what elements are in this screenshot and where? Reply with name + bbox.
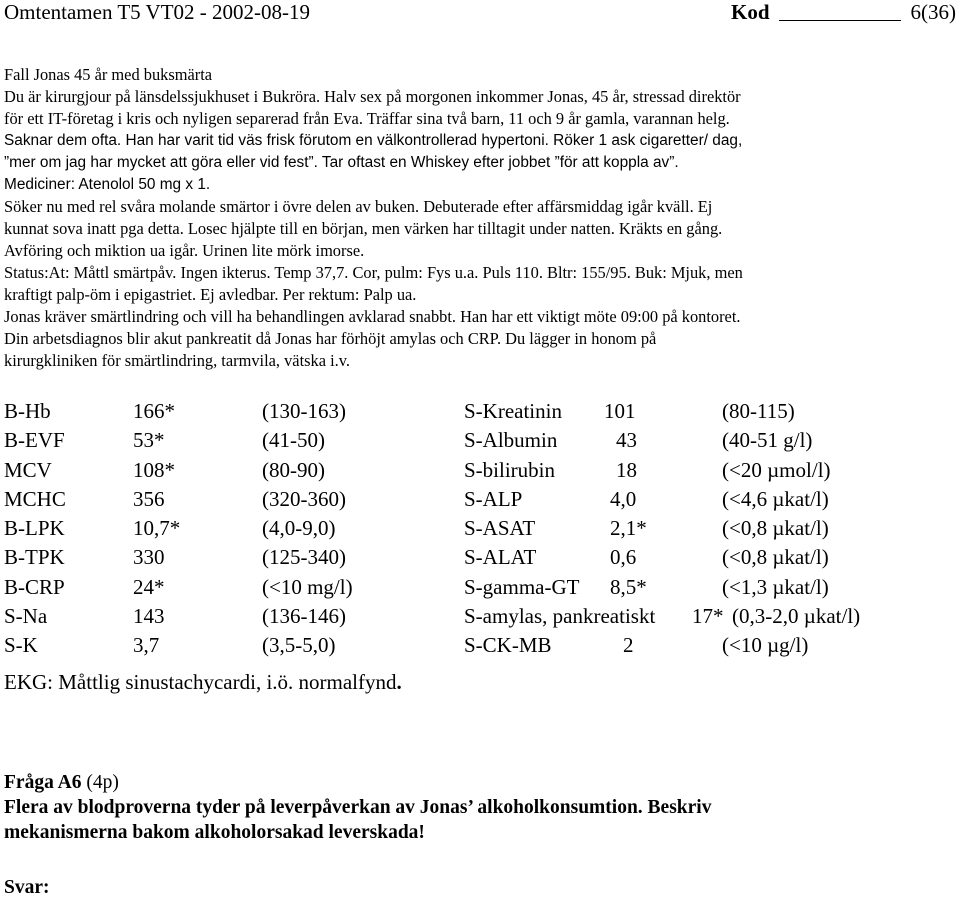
case-line: ”mer om jag har mycket att göra eller vid fest”. Tar oftast en Whiskey efter jobbet ”för att koppla av”. [4,154,679,171]
case-line: Din arbetsdiagnos blir akut pankreatit då Jonas har förhöjt amylas och CRP. Du lägger in honom på [4,329,657,348]
question-label: Fråga A6 [4,772,82,793]
lab-name: S-Albumin [464,428,558,453]
lab-value: 330 [133,545,165,570]
case-line: Du är kirurgjour på länsdelssjukhuset i Bukröra. Halv sex på morgonen inkommer Jonas, 45 år, stressad direktör [4,87,741,106]
lab-reference: (41-50) [262,428,325,453]
lab-row [464,545,944,574]
question-points: (4p) [86,772,119,793]
lab-reference: (<10 µg/l) [722,633,809,658]
lab-name: S-Na [4,604,48,629]
kod-underline [779,20,901,21]
lab-name: B-Hb [4,399,51,423]
lab-reference: (<4,6 µkat/l) [722,486,829,511]
lab-value: 24* [133,574,165,599]
lab-name: S-bilirubin [464,457,556,482]
lab-value: 2,1* [610,516,647,541]
kod-label: Kod [731,0,770,24]
lab-reference: (136-146) [262,604,346,629]
lab-name: S-ALP [464,486,523,511]
lab-row [464,428,944,457]
lab-name: B-LPK [4,516,65,541]
lab-reference: (<10 mg/l) [262,574,353,599]
lab-reference: (80-115) [722,399,795,423]
ekg-finding [4,670,402,695]
lab-value: 2 [623,633,634,658]
lab-name: S-gamma-GT [464,574,580,599]
lab-value: 8,5* [610,574,647,599]
lab-name: S-ASAT [464,516,536,541]
lab-row [4,487,444,516]
lab-row [4,633,444,662]
case-line: Status:At: Måttl smärtpåv. Ingen ikterus. Temp 37,7. Cor, pulm: Fys u.a. Puls 110. Bltr: 155/95. Buk: Mjuk, men [4,263,743,282]
lab-name: S-Kreatinin [464,399,562,423]
lab-reference: (0,3-2,0 µkat/l) [732,604,861,629]
lab-row [4,428,444,457]
lab-row [4,545,444,574]
lab-row [464,575,944,604]
lab-row [4,604,444,633]
page-number: 6(36) [910,0,956,24]
lab-name: MCV [4,457,52,482]
case-line: Avföring och miktion ua igår. Urinen lite mörk imorse. [4,241,365,260]
question-text-line: Flera av blodproverna tyder på leverpåverkan av Jonas’ alkoholkonsumtion. Beskriv [4,797,712,818]
lab-name: S-amylas, pankreatiskt [464,604,656,629]
lab-value: 53* [133,428,165,453]
lab-row [4,458,444,487]
lab-reference: (80-90) [262,457,325,482]
lab-name: B-TPK [4,545,65,570]
lab-name: S-CK-MB [464,633,552,658]
lab-value: 4,0 [610,486,637,511]
lab-row [464,399,944,428]
lab-reference: (125-340) [262,545,346,570]
question-block [4,770,954,845]
lab-name: B-EVF [4,428,65,453]
case-line: kirurgkliniken för smärtlindring, tarmvila, vätska i.v. [4,351,350,370]
lab-reference: (40-51 g/l) [722,428,813,453]
page-header [0,0,960,30]
lab-reference: (<0,8 µkat/l) [722,545,829,570]
lab-row [4,516,444,545]
lab-name: S-ALAT [464,545,537,570]
lab-table-left [4,399,444,663]
case-line: Söker nu med rel svåra molande smärtor i övre delen av buken. Debuterade efter affärsmiddag igår kväll. Ej [4,197,713,216]
lab-row [464,516,944,545]
lab-value: 3,7 [133,633,160,658]
lab-reference: (<20 µmol/l) [722,457,831,482]
lab-value: 18 [616,457,637,482]
lab-row [464,487,944,516]
case-line: Mediciner: Atenolol 50 mg x 1. [4,176,211,193]
lab-value: 143 [133,604,165,629]
lab-name: B-CRP [4,574,65,599]
lab-reference: (320-360) [262,486,346,511]
lab-row [464,633,944,662]
lab-name: MCHC [4,486,66,511]
lab-value: 166* [133,399,175,423]
lab-value: 0,6 [610,545,637,570]
ekg-period: . [396,670,402,694]
lab-row [464,458,944,487]
lab-reference: (3,5-5,0) [262,633,336,658]
case-line: kraftigt palp-öm i epigastriet. Ej avledbar. Per rektum: Palp ua. [4,285,417,304]
lab-value: 108* [133,457,175,482]
lab-value: 356 [133,486,165,511]
ekg-text: EKG: Måttlig sinustachycardi, i.ö. normalfynd [4,670,397,694]
exam-title: Omtentamen T5 VT02 - 2002-08-19 [4,0,311,24]
lab-reference: (<0,8 µkat/l) [722,516,829,541]
lab-row [4,399,444,428]
lab-reference: (<1,3 µkat/l) [722,574,829,599]
lab-value: 43 [616,428,637,453]
case-line: för ett IT-företag i kris och nyligen separerad från Eva. Träffar sina två barn, 11 och 9 år gamla, varannan helg. [4,109,730,128]
lab-value: 10,7* [133,516,181,541]
question-text-line: mekanismerna bakom alkoholorsakad leverskada! [4,822,425,843]
lab-row [464,604,944,633]
lab-reference: (130-163) [262,399,346,423]
lab-value: 17* [692,604,724,629]
lab-name: S-K [4,633,38,658]
case-line: Jonas kräver smärtlindring och vill ha behandlingen avklarad snabbt. Han har ett viktigt möte 09:00 på kontoret. [4,307,741,326]
case-line: kunnat sova inatt pga detta. Losec hjälpte till en början, men värken har tilltagit under natten. Kräkts en gång. [4,219,723,238]
lab-reference: (4,0-9,0) [262,516,336,541]
lab-row [4,575,444,604]
case-description [4,64,954,372]
answer-label: Svar: [4,877,50,898]
lab-table-right [464,399,944,663]
case-title: Fall Jonas 45 år med buksmärta [4,65,213,84]
lab-value: 101 [604,399,636,423]
case-line: Saknar dem ofta. Han har varit tid väs frisk förutom en välkontrollerad hypertoni. Röker 1 ask cigaretter/ dag, [4,132,743,149]
